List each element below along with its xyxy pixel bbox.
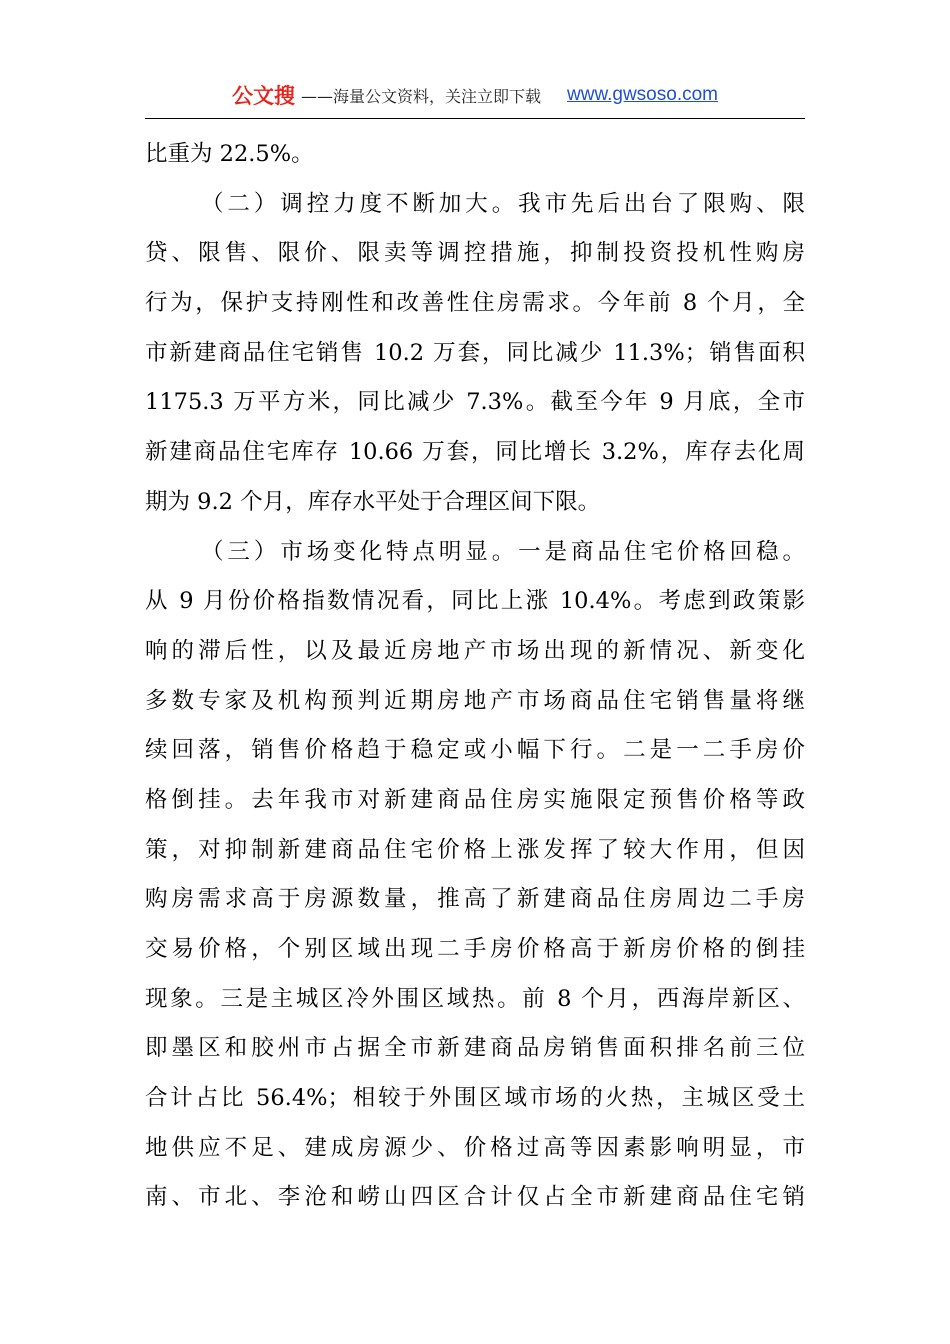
text-line: 新建商品住宅库存 10.66 万套，同比增长 3.2%，库存去化周 [145,439,805,466]
text-line: 地供应不足、建成房源少、价格过高等因素影响明显，市 [145,1134,805,1161]
header-divider [145,118,805,119]
text-line: 现象。三是主城区冷外围区域热。前 8 个月，西海岸新区、 [145,985,805,1012]
paragraph-heading-line: （二）调控力度不断加大。我市先后出台了限购、限 [201,190,805,217]
header-tagline: ——海量公文资料，关注立即下载 [300,86,541,106]
paragraph-heading-line: （三）市场变化特点明显。一是商品住宅价格回稳。 [201,538,805,565]
text-line: 续回落，销售价格趋于稳定或小幅下行。二是一二手房价 [145,737,805,764]
site-link[interactable]: www.gwsoso.com [567,84,718,105]
text-line: 交易价格，个别区域出现二手房价格高于新房价格的倒挂 [145,936,805,962]
text-line: 行为，保护支持刚性和改善性住房需求。今年前 8 个月，全 [145,290,805,317]
text-line: 从 9 月份价格指数情况看，同比上涨 10.4%。考虑到政策影 [145,588,805,615]
text-line: 策，对抑制新建商品住宅价格上涨发挥了较大作用，但因 [145,836,805,863]
text-line: 购房需求高于房源数量，推高了新建商品住房周边二手房 [145,886,805,913]
text-line: 合计占比 56.4%；相较于外围区域市场的火热，主城区受土 [145,1085,805,1112]
text-line: 响的滞后性，以及最近房地产市场出现的新情况、新变化 [145,637,805,664]
brand-logo: 公文搜 [231,84,295,108]
text-line: 多数专家及机构预判近期房地产市场商品住宅销售量将继 [145,687,805,714]
text-line: 1175.3 万平方米，同比减少 7.3%。截至今年 9 月底，全市 [145,389,805,416]
text-line: 比重为 22.5%。 [145,141,314,167]
page-header [145,72,805,118]
document-body [145,130,805,1223]
text-line: 贷、限售、限价、限卖等调控措施，抑制投资投机性购房 [145,240,805,267]
text-line: 南、市北、李沧和崂山四区合计仅占全市新建商品住宅销 [145,1184,805,1211]
text-line: 格倒挂。去年我市对新建商品住房实施限定预售价格等政 [145,786,805,813]
text-line: 即墨区和胶州市占据全市新建商品房销售面积排名前三位 [145,1035,805,1062]
text-line: 市新建商品住宅销售 10.2 万套，同比减少 11.3%；销售面积 [145,339,805,366]
text-line: 期为 9.2 个月，库存水平处于合理区间下限。 [145,488,601,515]
